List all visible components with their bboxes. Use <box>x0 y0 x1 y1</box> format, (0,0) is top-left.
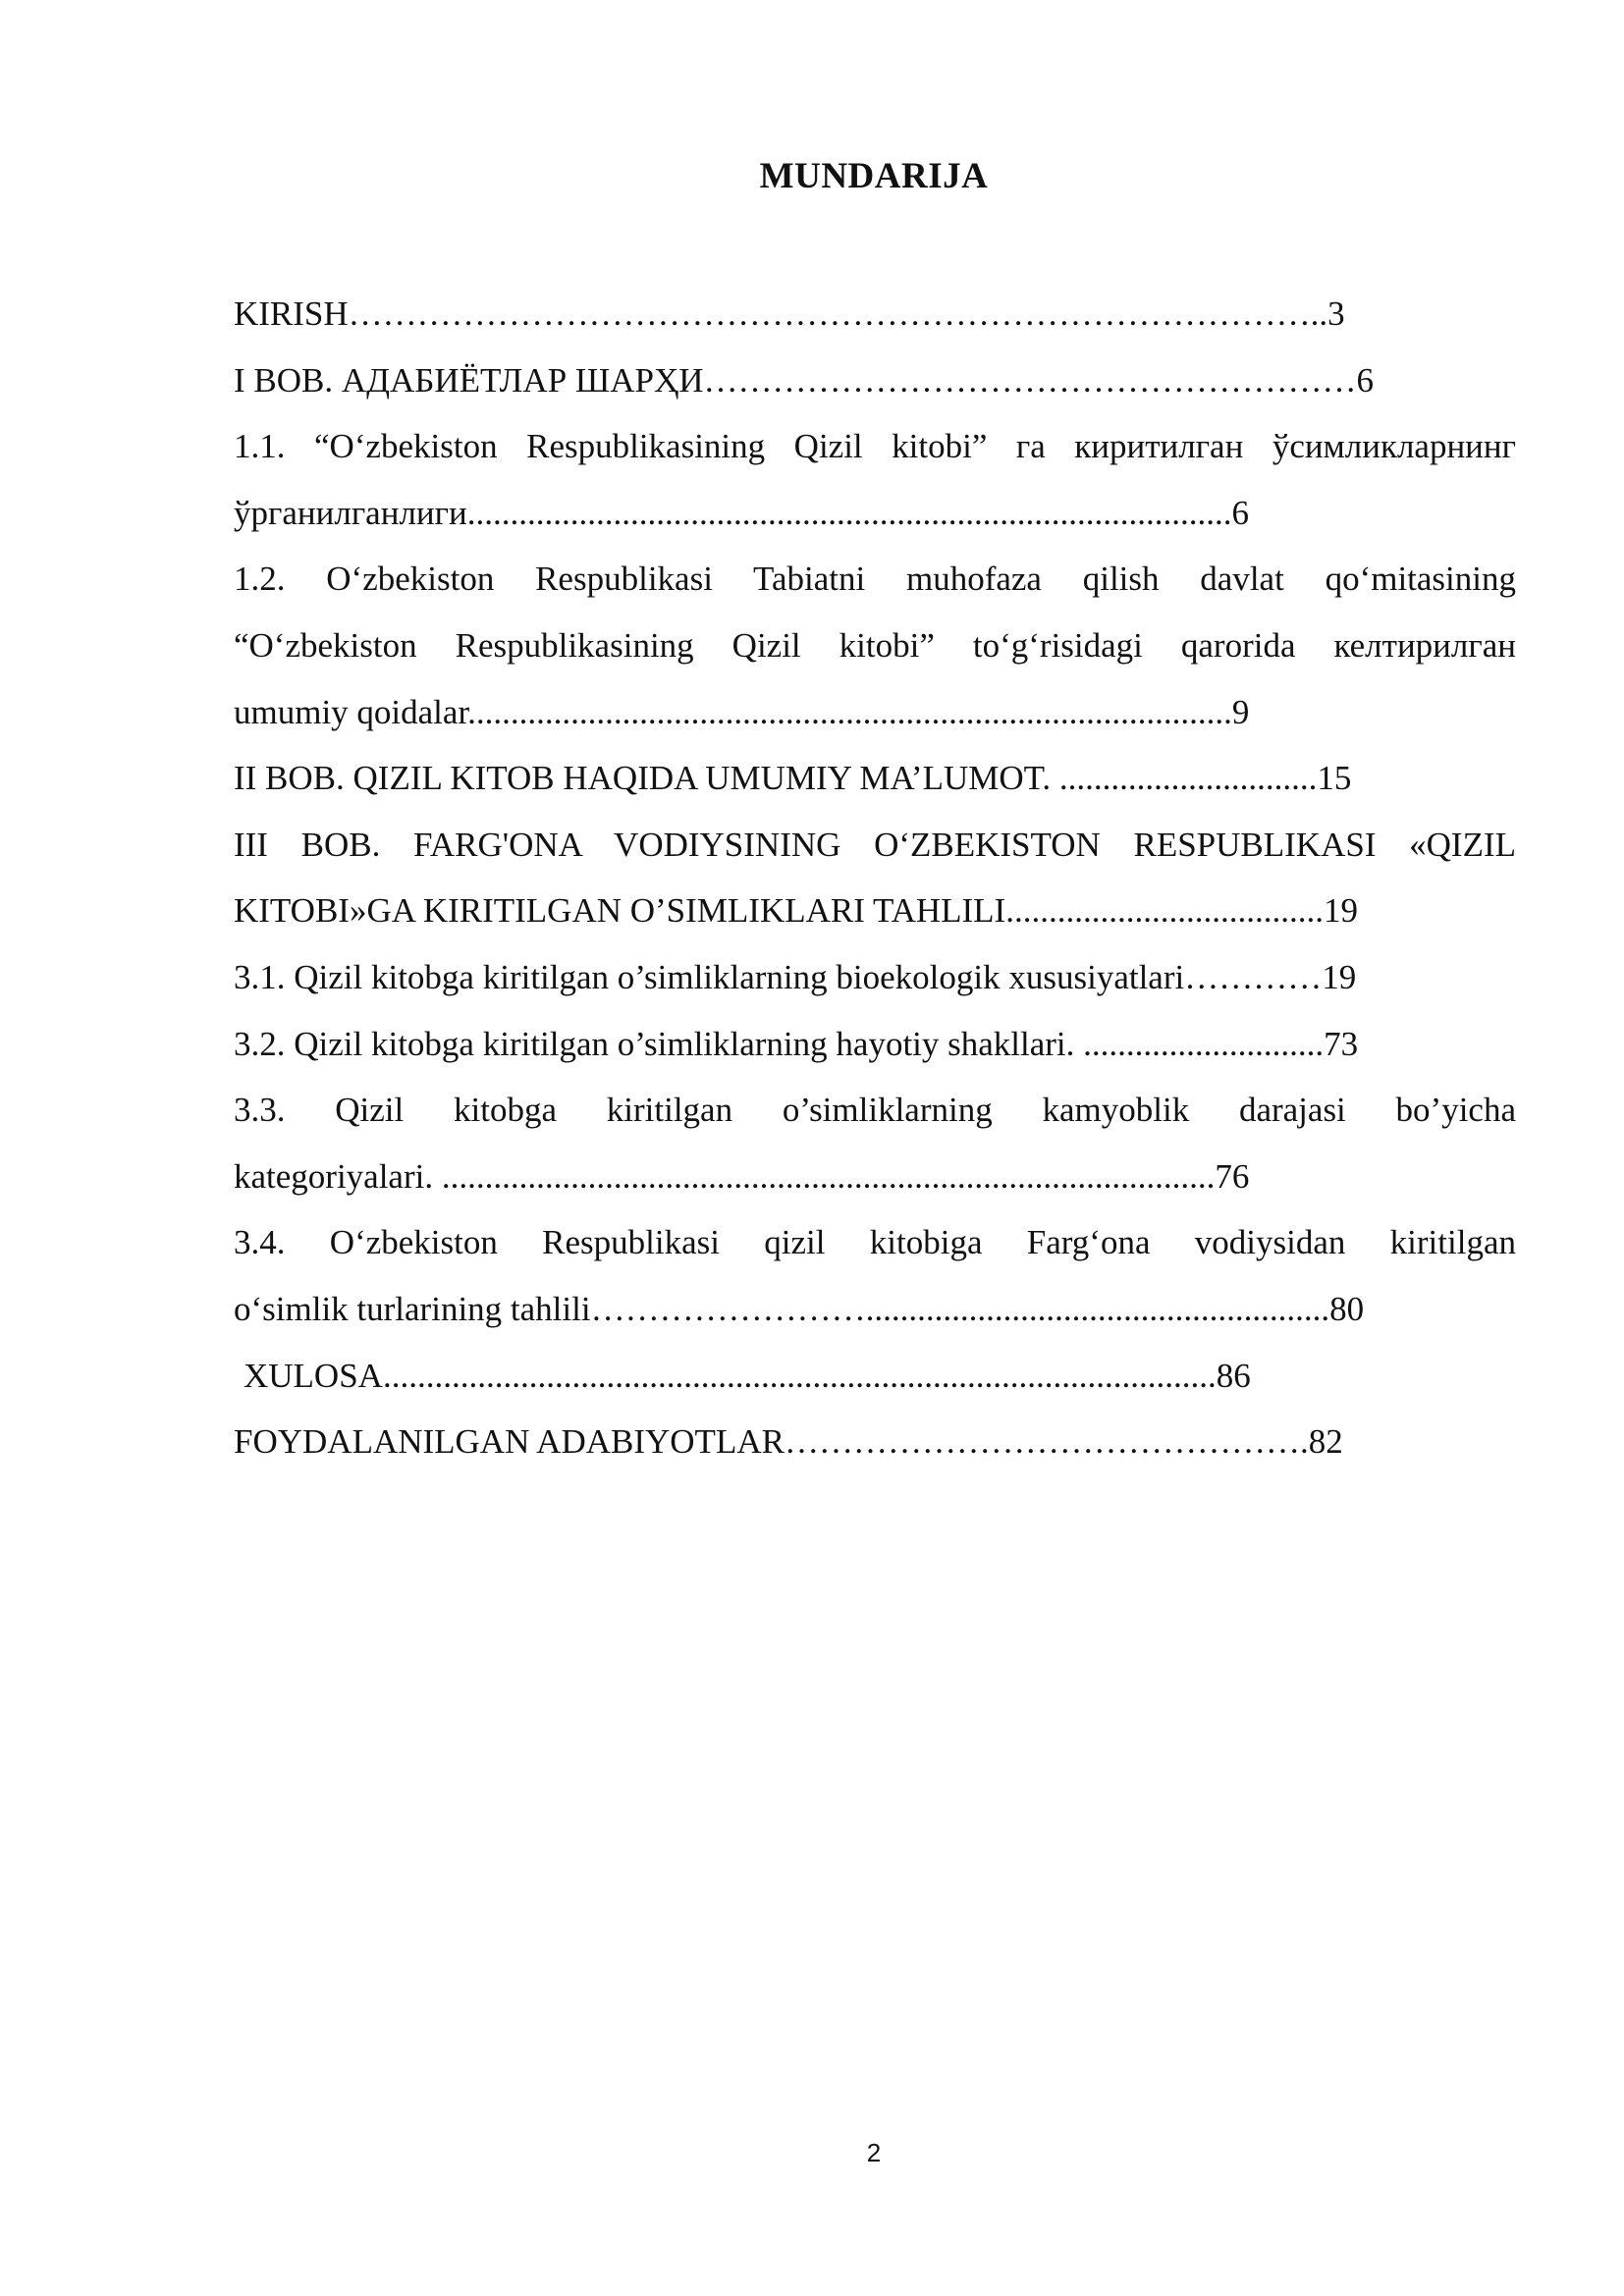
toc-entry-chapter-2[interactable]: II BOB. QIZIL KITOB HAQIDA UMUMIY MA’LUMOT. ..............................15 <box>234 759 1352 798</box>
toc-entry-3-3-line-2[interactable]: kategoriyalari. ..........................................................................................76 <box>234 1156 1250 1196</box>
toc-entry-3-4-line-1[interactable]: 3.4. O‘zbekiston Respublikasi qizil kitobiga Farg‘ona vodiysidan kiritilgan <box>234 1223 1516 1262</box>
page-number: 2 <box>866 2138 882 2167</box>
toc-entry-kirish[interactable]: KIRISH…………………………………………………………………………..3 <box>234 294 1345 333</box>
toc-entry-1-2-line-1[interactable]: 1.2. O‘zbekiston Respublikasi Tabiatni muhofaza qilish davlat qo‘mitasining <box>234 560 1516 599</box>
toc-entry-3-3-line-1[interactable]: 3.3. Qizil kitobga kiritilgan o’simliklarning kamyoblik darajasi bo’yicha <box>234 1091 1516 1130</box>
toc-entry-xulosa[interactable]: XULOSA.................................................................................................86 <box>244 1356 1251 1395</box>
toc-entry-3-2[interactable]: 3.2. Qizil kitobga kiritilgan o’simliklarning hayotiy shakllari. ............................73 <box>234 1024 1359 1063</box>
toc-entry-chapter-1[interactable]: I BOB. АДАБИЁТЛАР ШАРҲИ…………………………………………………6 <box>234 360 1375 400</box>
toc-entry-1-2-line-2[interactable]: “O‘zbekiston Respublikasining Qizil kitobi” to‘g‘risidagi qarorida келтирилган <box>234 625 1516 665</box>
toc-entry-references[interactable]: FOYDALANILGAN ADABIYOTLAR……………………………………….82 <box>234 1422 1343 1462</box>
page-title: MUNDARIJA <box>759 156 989 196</box>
toc-entry-1-1-line-2[interactable]: ўрганилганлиги.........................................................................................6 <box>234 493 1249 532</box>
toc-entry-3-1[interactable]: 3.1. Qizil kitobga kiritilgan o’simliklarning bioekologik xususiyatlari…………19 <box>234 957 1357 996</box>
toc-entry-3-4-line-2[interactable]: o‘simlik turlarining tahlili……………………......................................................80 <box>234 1289 1365 1328</box>
toc-entry-1-1-line-1[interactable]: 1.1. “O‘zbekiston Respublikasining Qizil kitobi” га киритилган ўсимликларнинг <box>234 427 1516 466</box>
toc-entry-chapter-3-line-1[interactable]: III BOB. FARG'ONA VODIYSINING O‘ZBEKISTON RESPUBLIKASI «QIZIL <box>234 825 1516 864</box>
table-of-contents <box>234 281 1516 1475</box>
toc-entry-chapter-3-line-2[interactable]: KITOBI»GA KIRITILGAN O’SIMLIKLARI TAHLILI.....................................19 <box>234 891 1358 931</box>
toc-entry-1-2-line-3[interactable]: umumiy qoidalar.........................................................................................9 <box>234 692 1250 731</box>
